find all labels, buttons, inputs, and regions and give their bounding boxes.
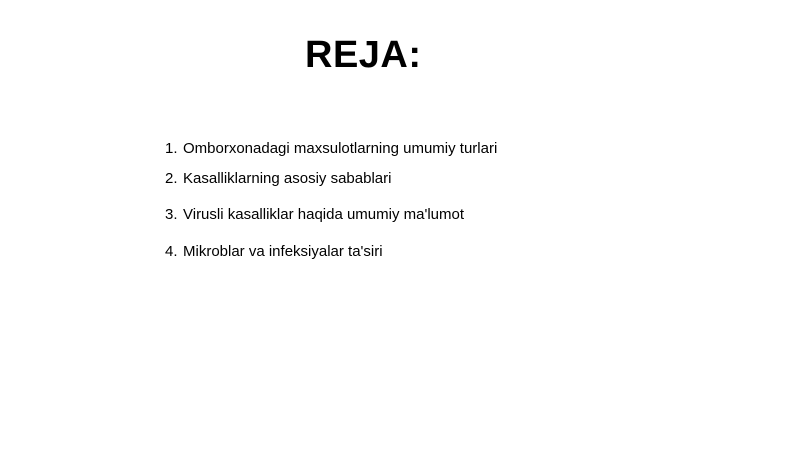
plan-item-number: 3.	[165, 206, 178, 223]
plan-item	[165, 170, 391, 188]
plan-item-text: Omborxonadagi maxsulotlarning umumiy turlari	[183, 140, 498, 157]
plan-item-number: 4.	[165, 243, 178, 260]
plan-item-number: 2.	[165, 170, 178, 187]
plan-item-text: Mikroblar va infeksiyalar ta'siri	[183, 243, 383, 260]
plan-item-text: Virusli kasalliklar haqida umumiy ma'lumot	[183, 206, 465, 223]
plan-item	[165, 206, 464, 224]
slide-title: REJA:	[305, 34, 422, 76]
plan-item	[165, 243, 383, 261]
plan-item	[165, 140, 497, 158]
plan-item-number: 1.	[165, 140, 178, 157]
plan-item-text: Kasalliklarning asosiy sabablari	[183, 170, 392, 187]
